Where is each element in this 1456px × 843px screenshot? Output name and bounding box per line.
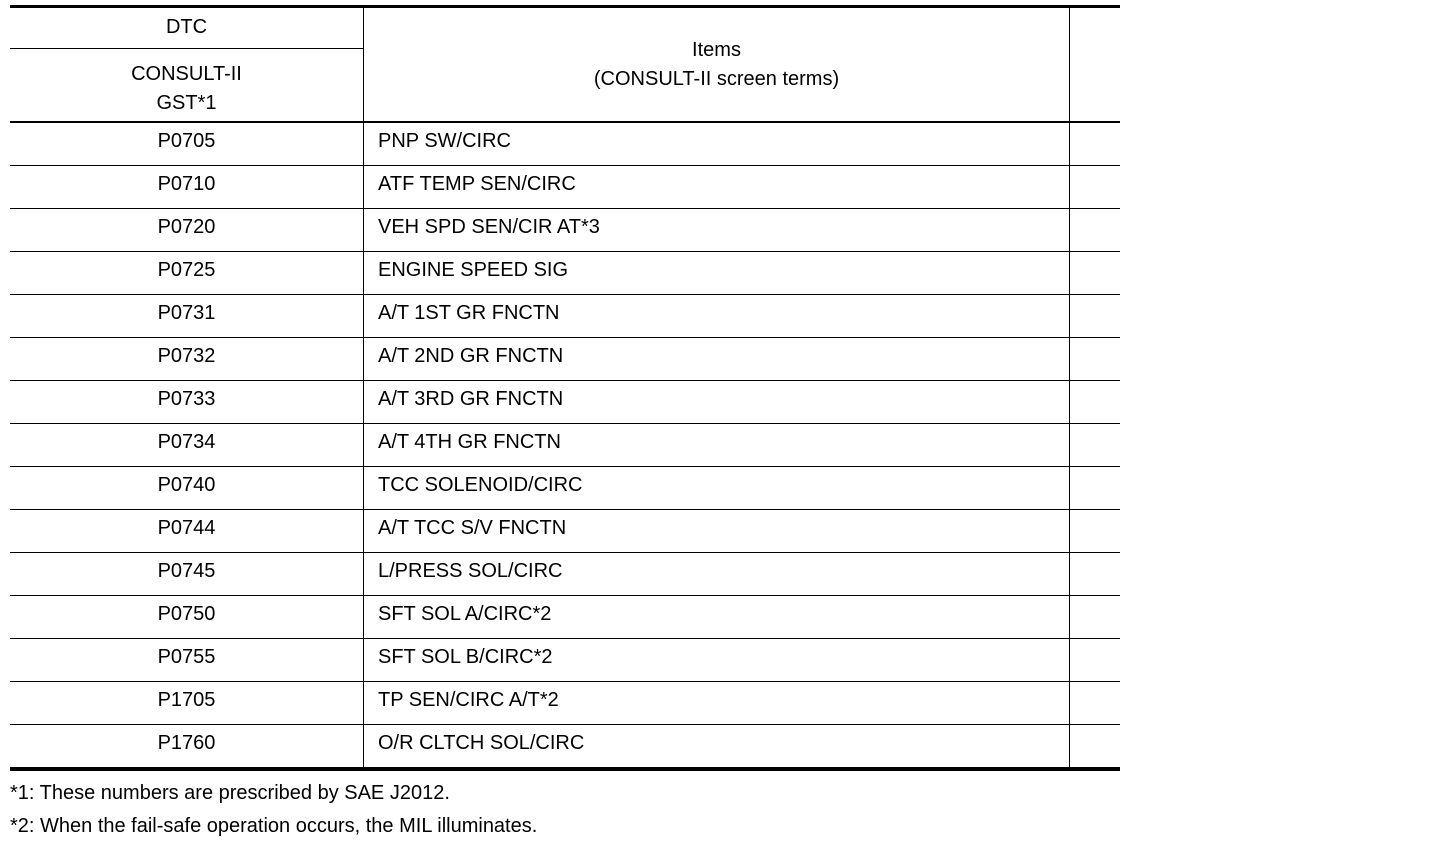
header-items-line2: (CONSULT-II screen terms) (593, 68, 840, 90)
item-cell: A/T TCC S/V FNCTN (378, 517, 567, 539)
table-body (10, 123, 1120, 767)
dtc-code-cell: P0710 (157, 173, 216, 195)
header-divider (10, 48, 363, 49)
table-row (10, 553, 1120, 596)
right-column-divider (1069, 639, 1070, 681)
table-row (10, 166, 1120, 209)
dtc-code-cell: P0720 (157, 216, 216, 238)
dtc-code-cell: P1760 (157, 732, 216, 754)
item-cell: TCC SOLENOID/CIRC (378, 474, 583, 496)
item-cell: A/T 2ND GR FNCTN (378, 345, 564, 367)
table-header (10, 8, 1120, 121)
footnote-2: *2: When the fail-safe operation occurs, the MIL illuminates. (10, 815, 538, 837)
header-consult-label (10, 60, 363, 118)
table-row (10, 424, 1120, 467)
column-divider (363, 639, 364, 681)
column-divider (363, 596, 364, 638)
dtc-code-cell: P0744 (157, 517, 216, 539)
table-row (10, 639, 1120, 682)
right-column-divider (1069, 123, 1070, 165)
header-consult-line2: GST*1 (156, 92, 217, 114)
right-column-divider (1069, 467, 1070, 509)
table-row (10, 682, 1120, 725)
item-cell: L/PRESS SOL/CIRC (378, 560, 563, 582)
column-divider (363, 166, 364, 208)
table-row (10, 510, 1120, 553)
table-row (10, 295, 1120, 338)
table-row (10, 338, 1120, 381)
footnotes (10, 777, 1120, 843)
right-column-divider (1069, 725, 1070, 767)
column-divider (363, 467, 364, 509)
column-divider (363, 123, 364, 165)
dtc-code-cell: P0725 (157, 259, 216, 281)
item-cell: A/T 3RD GR FNCTN (378, 388, 564, 410)
dtc-code-cell: P0733 (157, 388, 216, 410)
table-row (10, 252, 1120, 295)
column-divider (363, 252, 364, 294)
right-column-divider (1069, 295, 1070, 337)
column-divider (363, 553, 364, 595)
dtc-code-cell: P0705 (157, 130, 216, 152)
dtc-code-cell: P0731 (157, 302, 216, 324)
right-column-divider (1069, 381, 1070, 423)
item-cell: ENGINE SPEED SIG (378, 259, 569, 281)
column-divider (363, 510, 364, 552)
header-right-divider (1069, 8, 1070, 121)
header-items-line1: Items (692, 39, 741, 61)
right-column-divider (1069, 252, 1070, 294)
table-row (10, 467, 1120, 510)
right-column-divider (1069, 596, 1070, 638)
right-column-divider (1069, 338, 1070, 380)
right-column-divider (1069, 424, 1070, 466)
header-items-label (364, 36, 1069, 94)
table-row (10, 596, 1120, 639)
item-cell: TP SEN/CIRC A/T*2 (378, 689, 559, 711)
item-cell: A/T 1ST GR FNCTN (378, 302, 560, 324)
item-cell: A/T 4TH GR FNCTN (378, 431, 561, 453)
table-row (10, 209, 1120, 252)
table-row (10, 725, 1120, 767)
footnote-1: *1: These numbers are prescribed by SAE J2012. (10, 782, 450, 804)
item-cell: O/R CLTCH SOL/CIRC (378, 732, 585, 754)
dtc-code-cell: P1705 (157, 689, 216, 711)
dtc-table-document (10, 5, 1120, 843)
column-divider (363, 338, 364, 380)
dtc-code-cell: P0755 (157, 646, 216, 668)
dtc-code-cell: P0732 (157, 345, 216, 367)
right-column-divider (1069, 682, 1070, 724)
item-cell: SFT SOL A/CIRC*2 (378, 603, 552, 625)
item-cell: ATF TEMP SEN/CIRC (378, 173, 576, 195)
item-cell: PNP SW/CIRC (378, 130, 511, 152)
right-column-divider (1069, 209, 1070, 251)
table-row (10, 381, 1120, 424)
dtc-code-cell: P0740 (157, 474, 216, 496)
column-divider (363, 381, 364, 423)
header-dtc-label: DTC (165, 16, 208, 38)
right-column-divider (1069, 510, 1070, 552)
right-column-divider (1069, 553, 1070, 595)
table-row (10, 123, 1120, 166)
column-divider (363, 295, 364, 337)
dtc-code-cell: P0734 (157, 431, 216, 453)
column-divider (363, 682, 364, 724)
item-cell: VEH SPD SEN/CIR AT*3 (378, 216, 600, 238)
column-divider (363, 424, 364, 466)
item-cell: SFT SOL B/CIRC*2 (378, 646, 553, 668)
table-bottom-rule (10, 767, 1120, 771)
right-column-divider (1069, 166, 1070, 208)
column-divider (363, 725, 364, 767)
dtc-code-cell: P0750 (157, 603, 216, 625)
dtc-code-cell: P0745 (157, 560, 216, 582)
header-consult-line1: CONSULT-II (131, 63, 242, 85)
column-divider (363, 209, 364, 251)
